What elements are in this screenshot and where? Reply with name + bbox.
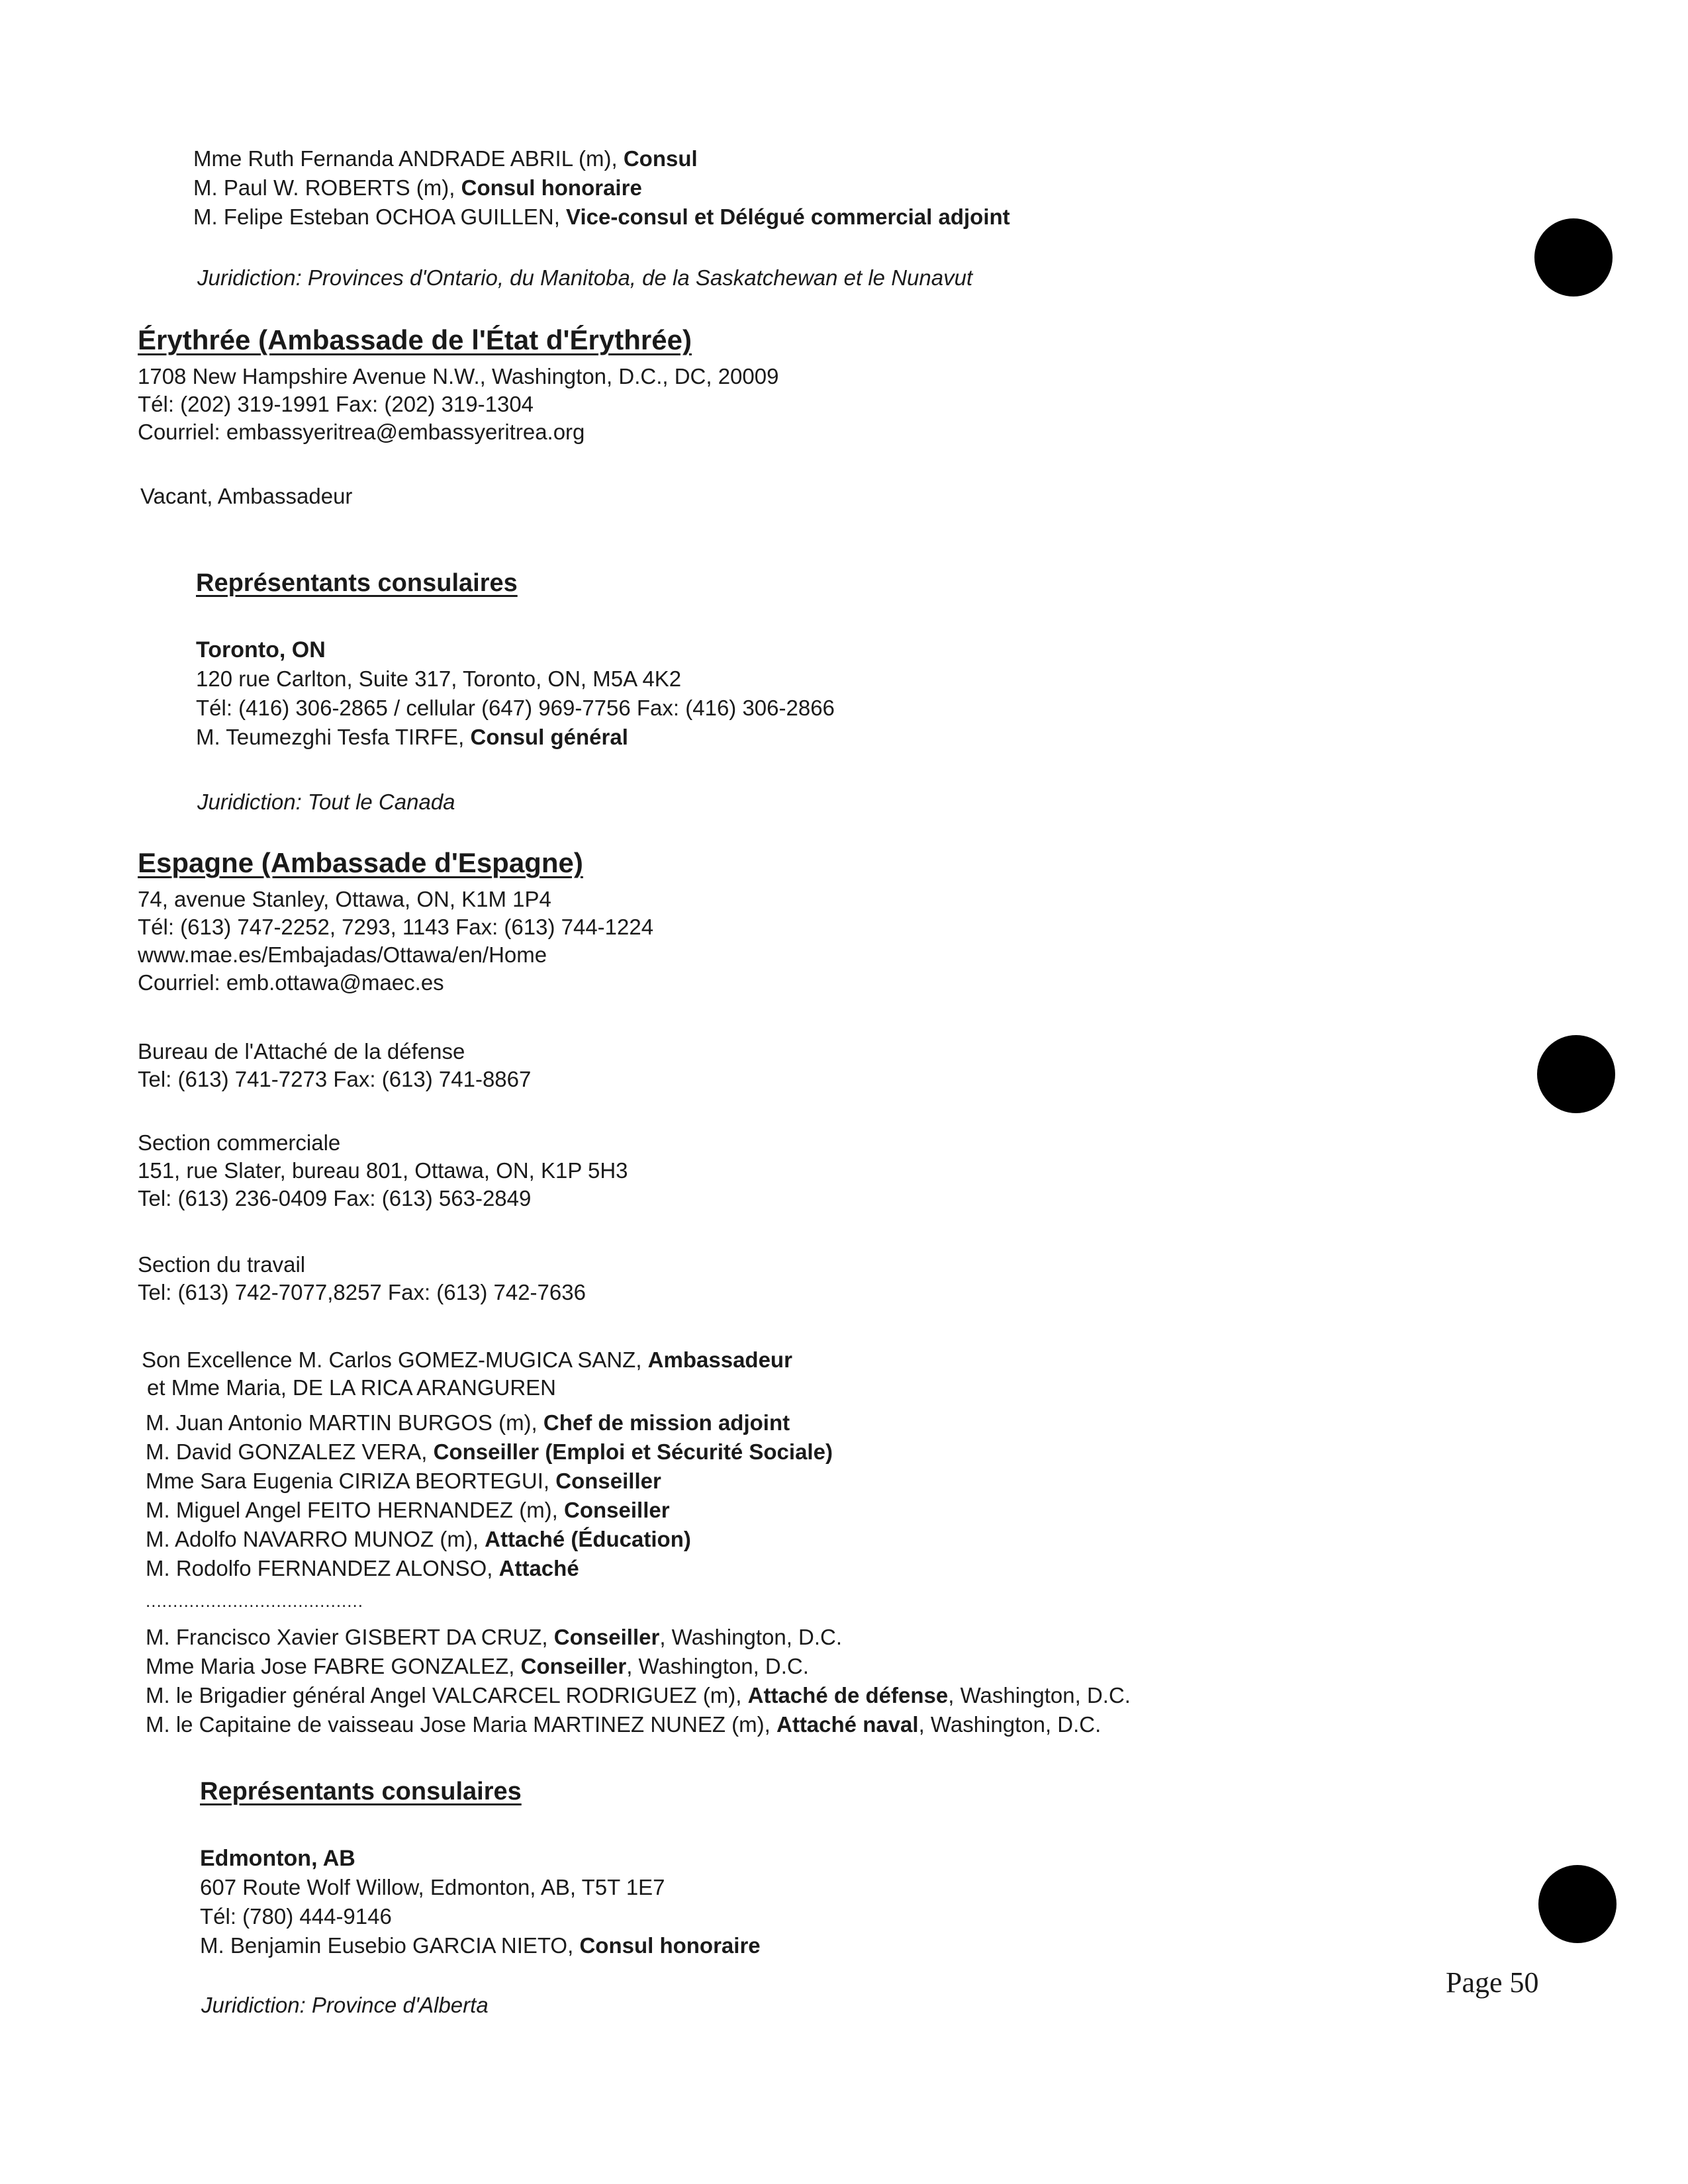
- consulate-details: [196, 664, 835, 752]
- spain-staff-list: [146, 1408, 833, 1583]
- country-heading-eritrea: Érythrée (Ambassade de l'État d'Érythrée): [138, 324, 692, 355]
- punch-hole: [1538, 1865, 1617, 1943]
- email: Courriel: embassyeritrea@embassyeritrea.org: [138, 420, 585, 444]
- separator-dots: ........................................: [146, 1591, 363, 1611]
- commercial-section: [138, 1129, 628, 1212]
- staff-line: M. le Brigadier général Angel VALCARCEL RODRIGUEZ (m), Attaché de défense, Washington, D.C.: [146, 1683, 1131, 1707]
- phone: Tel: (613) 742-7077,8257 Fax: (613) 742-7636: [138, 1280, 586, 1304]
- phone: Tél: (416) 306-2865 / cellular (647) 969-7756 Fax: (416) 306-2866: [196, 696, 835, 720]
- top-staff-list: [193, 144, 1010, 232]
- staff-line: M. Juan Antonio MARTIN BURGOS (m), Chef de mission adjoint: [146, 1410, 790, 1435]
- staff-line: M. le Capitaine de vaisseau Jose Maria MARTINEZ NUNEZ (m), Attaché naval, Washington, D.C.: [146, 1712, 1102, 1737]
- office-name: Bureau de l'Attaché de la défense: [138, 1039, 465, 1064]
- email: Courriel: emb.ottawa@maec.es: [138, 970, 444, 995]
- country-heading-spain: Espagne (Ambassade d'Espagne): [138, 847, 583, 878]
- jurisdiction-note: Juridiction: Provinces d'Ontario, du Manitoba, de la Saskatchewan et le Nunavut: [197, 265, 973, 290]
- punch-hole: [1534, 218, 1613, 296]
- staff-line: Mme Sara Eugenia CIRIZA BEORTEGUI, Conseiller: [146, 1469, 661, 1493]
- consular-heading: Représentants consulaires: [200, 1778, 522, 1805]
- page-number: Page 50: [1446, 1966, 1539, 1999]
- consulate-city: Toronto, ON: [196, 637, 326, 662]
- office-name: Section commerciale: [138, 1130, 341, 1155]
- eritrea-contact: [138, 363, 778, 446]
- staff-line: M. Paul W. ROBERTS (m), Consul honoraire: [193, 175, 642, 200]
- address: 120 rue Carlton, Suite 317, Toronto, ON, M5A 4K2: [196, 666, 682, 691]
- address: 607 Route Wolf Willow, Edmonton, AB, T5T 1E7: [200, 1875, 665, 1899]
- website: www.mae.es/Embajadas/Ottawa/en/Home: [138, 942, 547, 967]
- consulate-city: Edmonton, AB: [200, 1846, 355, 1871]
- phone: Tel: (613) 741-7273 Fax: (613) 741-8867: [138, 1067, 532, 1091]
- spain-contact: [138, 886, 653, 997]
- ambassador-spouse: et Mme Maria, DE LA RICA ARANGUREN: [147, 1375, 556, 1400]
- head-of-mission: Vacant, Ambassadeur: [140, 484, 353, 508]
- washington-staff-list: [146, 1623, 1131, 1739]
- staff-line: Mme Maria Jose FABRE GONZALEZ, Conseiller, Washington, D.C.: [146, 1654, 809, 1678]
- staff-line: M. Miguel Angel FEITO HERNANDEZ (m), Conseiller: [146, 1498, 670, 1522]
- jurisdiction-note: Juridiction: Tout le Canada: [197, 790, 455, 814]
- consular-heading: Représentants consulaires: [196, 569, 518, 597]
- staff-line: M. David GONZALEZ VERA, Conseiller (Emploi et Sécurité Sociale): [146, 1439, 833, 1464]
- consulate-details: [200, 1873, 761, 1960]
- punch-hole: [1537, 1035, 1615, 1113]
- address: 151, rue Slater, bureau 801, Ottawa, ON, K1P 5H3: [138, 1158, 628, 1183]
- office-name: Section du travail: [138, 1252, 306, 1277]
- ambassador-line: Son Excellence M. Carlos GOMEZ-MUGICA SANZ, Ambassadeur: [142, 1347, 792, 1372]
- phone: Tél: (613) 747-2252, 7293, 1143 Fax: (613) 744-1224: [138, 915, 654, 939]
- phone: Tél: (202) 319-1991 Fax: (202) 319-1304: [138, 392, 534, 416]
- staff-line: M. Rodolfo FERNANDEZ ALONSO, Attaché: [146, 1556, 579, 1580]
- staff-line: M. Adolfo NAVARRO MUNOZ (m), Attaché (Éducation): [146, 1527, 691, 1551]
- phone: Tél: (780) 444-9146: [200, 1904, 392, 1929]
- staff-line: M. Felipe Esteban OCHOA GUILLEN, Vice-consul et Délégué commercial adjoint: [193, 205, 1010, 229]
- ambassador-block: [142, 1346, 792, 1402]
- staff-line: M. Benjamin Eusebio GARCIA NIETO, Consul honoraire: [200, 1933, 761, 1958]
- address: 74, avenue Stanley, Ottawa, ON, K1M 1P4: [138, 887, 551, 911]
- labour-section: [138, 1251, 586, 1306]
- defense-office: [138, 1038, 531, 1093]
- jurisdiction-note: Juridiction: Province d'Alberta: [201, 1993, 489, 2017]
- staff-line: M. Teumezghi Tesfa TIRFE, Consul général: [196, 725, 628, 749]
- staff-line: Mme Ruth Fernanda ANDRADE ABRIL (m), Consul: [193, 146, 698, 171]
- staff-line: M. Francisco Xavier GISBERT DA CRUZ, Conseiller, Washington, D.C.: [146, 1625, 843, 1649]
- phone: Tel: (613) 236-0409 Fax: (613) 563-2849: [138, 1186, 532, 1210]
- address: 1708 New Hampshire Avenue N.W., Washington, D.C., DC, 20009: [138, 364, 779, 388]
